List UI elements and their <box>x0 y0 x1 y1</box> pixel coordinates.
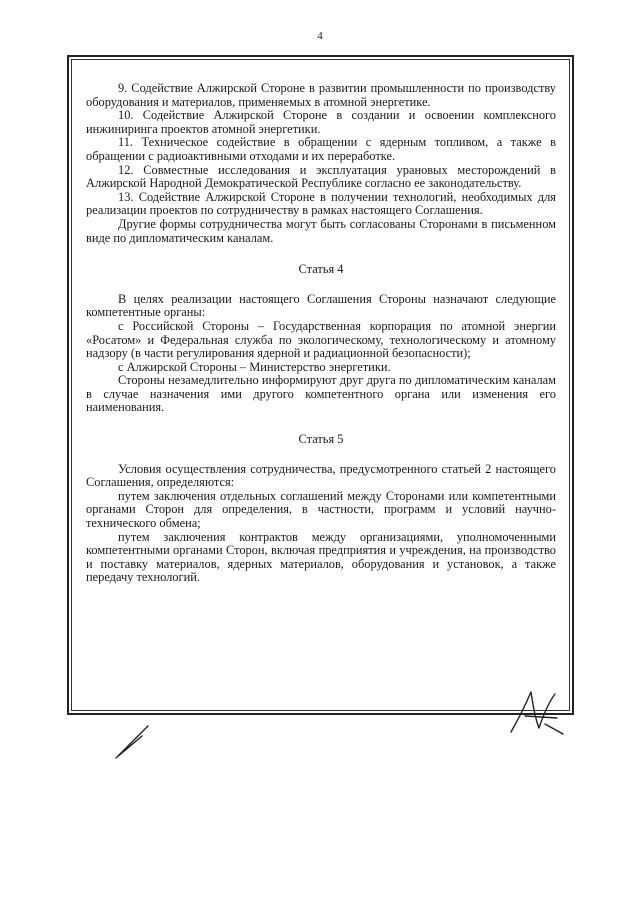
paragraph: путем заключения контрактов между организациями, уполномоченными компетентными органами Сторон, включая предприятия и учреждения, на производство и поставку материалов, ядерных материалов, оборудования и установок, а также передачу технологий. <box>86 529 556 585</box>
paragraph: 9. Содействие Алжирской Стороне в развитии промышленности по производству оборудования и материалов, применяемых в атомной энергетике. <box>86 81 556 109</box>
paragraph: с Российской Стороны – Государственная корпорация по атомной энергии «Росатом» и Федеральная служба по экологическому, технологическому и атомному надзору (в части регулирования ядерной и радиационной безопасности); <box>86 318 556 361</box>
paragraph: с Алжирской Стороны – Министерство энергетики. <box>118 359 391 374</box>
paragraph: Другие формы сотрудничества могут быть согласованы Сторонами в письменном виде по дипломатическим каналам. <box>86 216 556 245</box>
paragraph: 12. Совместные исследования и эксплуатация урановых месторождений в Алжирской Народной Демократической Республике согласно ее законодательству. <box>86 162 556 191</box>
paragraph: Стороны незамедлительно информируют друг друга по дипломатическим каналам в случае назначения ими другого компетентного органа или изменения его наименования. <box>86 373 556 415</box>
document-body <box>86 82 556 585</box>
paragraph: путем заключения отдельных соглашений между Сторонами или компетентными органами Сторон для определения, в частности, программ и условий научно-технического обмена; <box>86 488 556 531</box>
paragraph: Условия осуществления сотрудничества, предусмотренного статьей 2 настоящего Соглашения, определяются: <box>86 461 556 490</box>
paragraph: В целях реализации настоящего Соглашения Стороны назначают следующие компетентные органы: <box>86 291 556 320</box>
page-number: 4 <box>317 30 323 42</box>
article-title: Статья 4 <box>298 262 344 277</box>
signature-right-icon <box>505 688 565 738</box>
paragraph: 10. Содействие Алжирской Стороне в создании и освоении комплексного инжиниринга проектов атомной энергетики. <box>86 108 556 136</box>
article-title: Статья 5 <box>298 432 344 447</box>
paragraph: 13. Содействие Алжирской Стороне в получении технологий, необходимых для реализации проектов по сотрудничеству в рамках настоящего Соглашения. <box>86 189 556 218</box>
paragraph: 11. Техническое содействие в обращении с ядерным топливом, а также в обращении с радиоактивными отходами и их переработке. <box>86 135 556 163</box>
signature-left-icon <box>112 722 152 762</box>
